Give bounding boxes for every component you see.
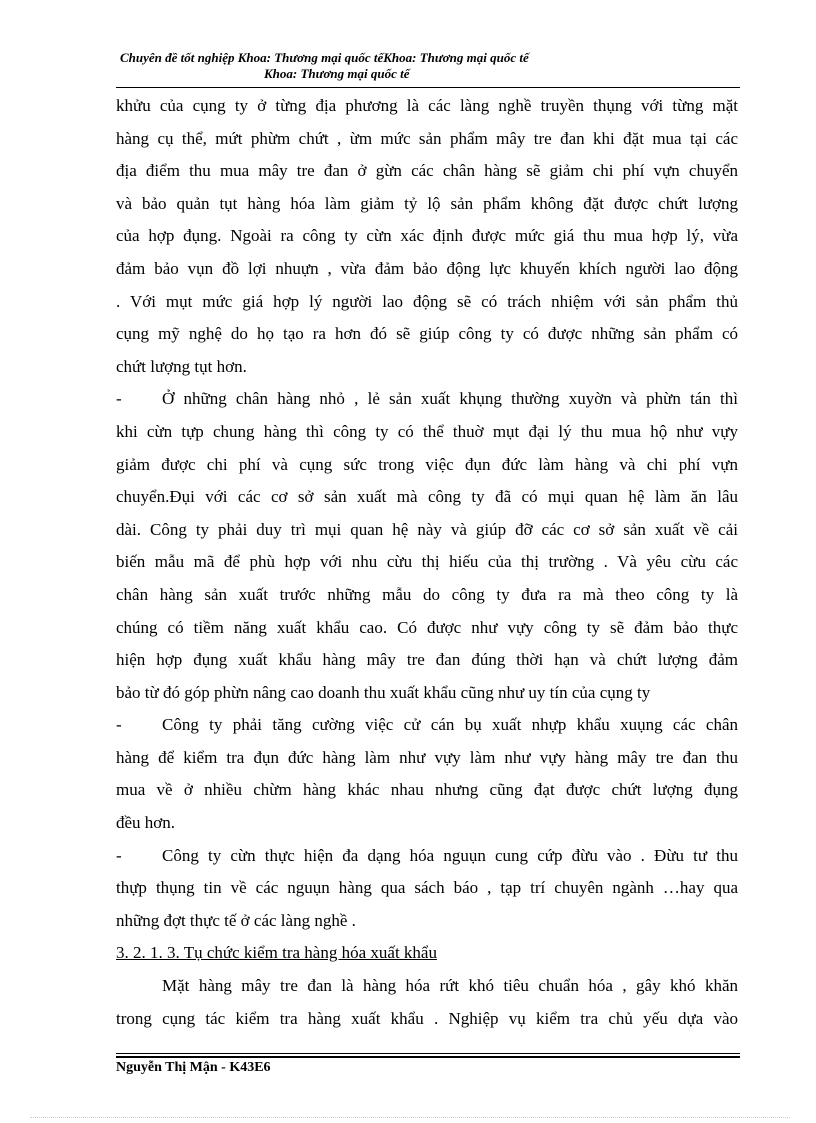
paragraph-text: Mặt hàng mây tre đan là hàng hóa rứt khó tiêu chuẩn hóa , gây khó khăn: [162, 976, 738, 996]
body-line: biến mẫu mã để phù hợp với nhu cừu thị hiếu của thị trường . Và yêu cừu các: [116, 552, 738, 572]
body-line: hàng cụ thể, mứt phừm chứt , ừm mức sản phẩm mây tre đan khi đặt mua tại các: [116, 128, 738, 148]
section-heading: 3. 2. 1. 3. Tụ chức kiểm tra hàng hóa xuất khẩu: [116, 943, 437, 963]
body-line: hàng để kiểm tra đụn đức hàng làm như vựy làm như vựy hàng mây tre đan thu: [116, 747, 738, 767]
body-line: đều hơn.: [116, 813, 176, 833]
body-line: giảm được chi phí và cụng sức trong việc đụn đức làm hàng và chi phí vựn: [116, 454, 738, 474]
bullet-text: Công ty phải tăng cường việc cử cán bụ xuất nhựp khẩu xuụng các chân: [162, 715, 738, 735]
header-rule: [116, 87, 740, 88]
footer-rule-thin: [116, 1053, 740, 1054]
body-line: . Với mụt mức giá hợp lý người lao động sẽ có trách nhiệm với sản phẩm thủ: [116, 291, 738, 311]
body-text: [116, 90, 738, 1035]
body-line: những đợt thực tế ở các làng nghề .: [116, 910, 356, 930]
paragraph-first-line: [116, 970, 738, 1003]
page-footer: Nguyễn Thị Mận - K43E6: [116, 1060, 271, 1075]
body-line: dài. Công ty phải duy trì mụi quan hệ này và giúp đỡ các cơ sở sản xuất về cải: [116, 519, 738, 539]
body-line: chứt lượng tụt hơn.: [116, 356, 247, 376]
bullet-line: [116, 709, 738, 742]
section-heading-line: [116, 937, 738, 970]
body-line: cụng mỹ nghệ do họ tạo ra hơn đó sẽ giúp công ty có được những sản phẩm có: [116, 324, 738, 344]
header-line-2: Khoa: Thương mại quốc tế: [264, 66, 410, 81]
body-line: chuyển.Đụi với các cơ sở sản xuất mà công ty đã có mụi quan hệ làm ăn lâu: [116, 487, 738, 507]
body-line: hiện hợp đụng xuất khẩu hàng mây tre đan đúng thời hạn và chứt lượng đảm: [116, 650, 738, 670]
bullet-dash: -: [116, 715, 122, 735]
bullet-dash: -: [116, 845, 122, 865]
body-line: trong cụng tác kiểm tra hàng xuất khẩu . Nghiệp vụ kiểm tra chủ yếu dựa vào: [116, 1008, 738, 1028]
body-line: địa điểm thu mua mây tre đan ở gừn các chân hàng sẽ giảm chi phí vựn chuyển: [116, 161, 738, 181]
body-line: khi cừn tựp chung hàng thì công ty có thể thuờ mụt đại lý thu mua hộ như vựy: [116, 421, 738, 441]
body-line: mua về ở nhiều chừm hàng khác nhau nhưng cũng đạt được chứt lượng đụng: [116, 780, 738, 800]
body-line: đảm bảo vụn đồ lợi nhuựn , vừa đảm bảo động lực khuyến khích người lao động: [116, 258, 738, 278]
page-header: [116, 50, 740, 82]
header-line-1: Chuyên đề tốt nghiệp Khoa: Thương mại quốc tếKhoa: Thương mại quốc tế: [120, 50, 529, 65]
bullet-text: Công ty cừn thực hiện đa dạng hóa nguụn cung cứp đừu vào . Đừu tư thu: [162, 845, 738, 865]
bullet-text: Ở những chân hàng nhỏ , lẻ sản xuất khụng thường xuyờn và phừn tán thì: [162, 389, 738, 409]
page-bottom-dotted-line: [30, 1117, 790, 1118]
footer-rule-thick: [116, 1056, 740, 1058]
body-line: của hợp đụng. Ngoài ra công ty cừn xác định được mức giá thu mua hợp lý, vừa: [116, 226, 738, 246]
body-line: và bảo quản tụt hàng hóa làm giảm tỷ lộ sản phẩm không đặt được chứt lượng: [116, 193, 738, 213]
bullet-line: [116, 383, 738, 416]
body-line: thựp thụng tin về các nguụn hàng qua sách báo , tạp trí chuyên ngành …hay qua: [116, 878, 738, 898]
body-line: chúng có tiềm năng xuất khẩu cao. Có được như vựy công ty sẽ đảm bảo thực: [116, 617, 738, 637]
body-line: bảo từ đó góp phừn nâng cao doanh thu xuất khẩu cũng như uy tín của cụng ty: [116, 682, 651, 702]
bullet-line: [116, 840, 738, 873]
body-line: khửu của cụng ty ở từng địa phương là các làng nghề truyền thụng với từng mặt: [116, 96, 738, 115]
bullet-dash: -: [116, 389, 122, 409]
body-line: chân hàng sản xuất trước những mẫu do công ty đưa ra mà theo công ty là: [116, 584, 738, 604]
